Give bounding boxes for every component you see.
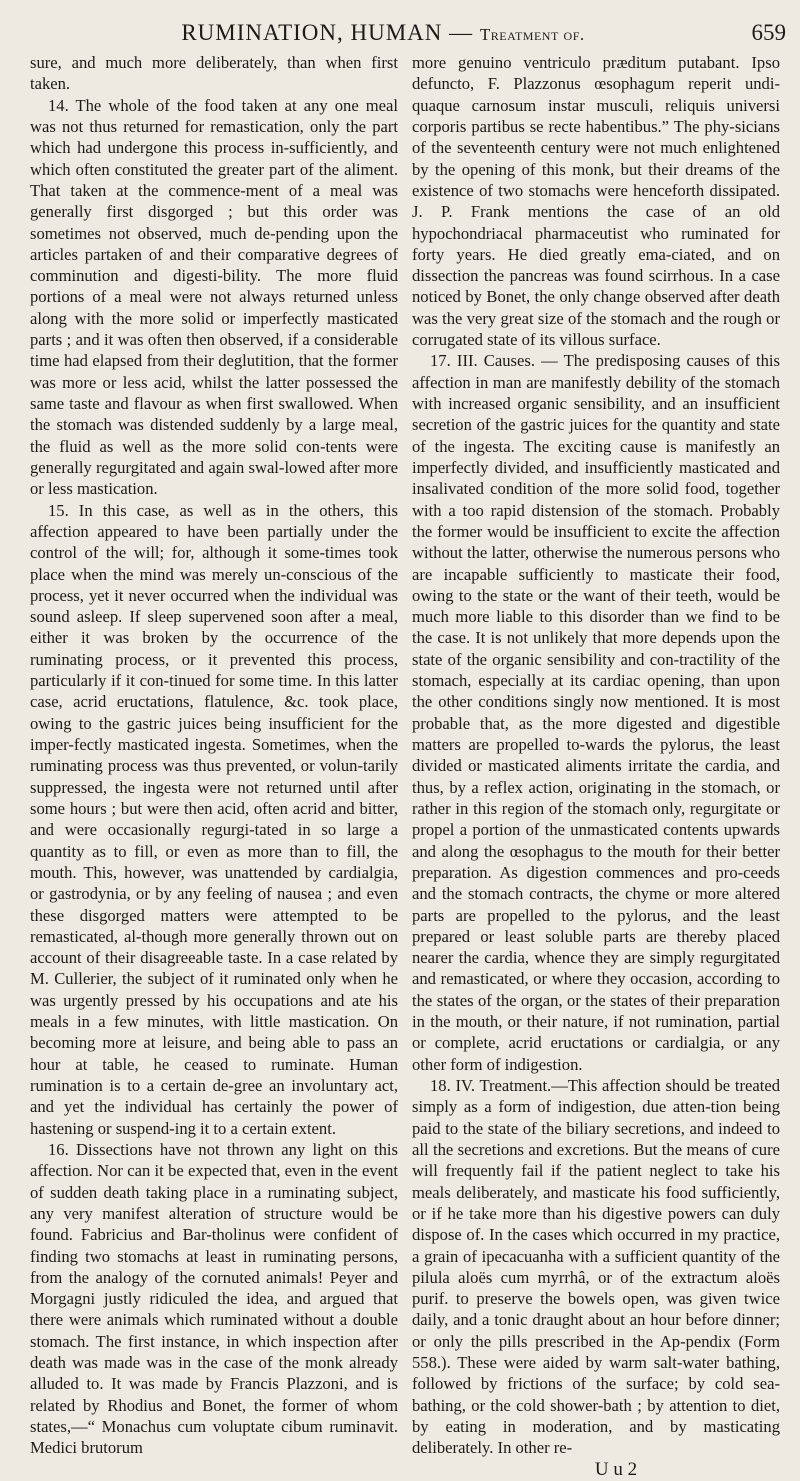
right-column (412, 52, 780, 1480)
paragraph-17-causes: 17. III. Causes. — The predisposing causes of this affection in man are manifestly debility of the stomach with increased organic sensibility, and an insufficient secretion of the gastric juices for the quantity and state of the ingesta. The exciting cause is manifestly an imperfectly divided, and insufficiently masticated and insalivated condition of the more solid food, together with a too rapid distension of the stomach. Probably the former would be insufficient to excite the affection without the latter, otherwise the numerous persons who are incapable sufficiently to masticate their food, owing to the state or the want of their teeth, would be much more liable to this disorder than we find to be the case. It is not unlikely that more depends upon the state of the organic sensibility and con-tractility of the stomach, especially at its cardiac opening, than upon the other conditions singly now mentioned. It is most probable that, as the more digested and digestible matters are propelled to-wards the pylorus, the least divided or masticated aliments irritate the cardia, and thus, by a reflex action, originating in the stomach, or rather in this region of the stomach only, regurgitate or propel a portion of the unmasticated contents upwards and along the œsophagus to the mouth for their better preparation. As digestion commences and pro-ceeds and the stomach contracts, the chyme or more altered parts are propelled to the pylorus, and the least prepared or least soluble parts are thereby placed nearer the cardia, whence they are simply regurgitated and remasticated, or where they occasion, according to the states of the organ, or the states of their preparation in the mouth, or their nature, if not rumination, partial or complete, acrid eructations or cardialgia, or any other form of indigestion. (412, 351, 780, 1074)
running-title-subtitle: Treatment of. (479, 25, 585, 44)
paragraph-14: 14. The whole of the food taken at any one meal was not thus returned for remastication, only the part which had undergone this process in-sufficiently, and which often constituted the greater part of the aliment. That taken at the commence-ment of a meal was generally first disgorged ; but this order was sometimes not observed, much de-pending upon the articles partaken of and their comparative degrees of comminution and digesti-bility. The more fluid portions of a meal were not always returned unless along with the more solid or imperfectly masticated parts ; and it was often then observed, if a considerable time had elapsed from their deglutition, that the former was more or less acid, whilst the latter possessed the same taste and flavour as when first swallowed. When the stomach was distended suddenly by a large meal, the fluid as well as the more solid con-tents were generally regurgitated and again swal-lowed after more or less mastication. (30, 95, 398, 499)
left-column (30, 52, 398, 1458)
paragraph-18-treatment: 18. IV. Treatment.—This affection should be treated simply as a form of indigestion, due atten-tion being paid to the state of the biliary secretions, and indeed to all the secretions and excretions. But the means of cure will frequently fail if the patient neglect to take his meals deliberately, and masticate his food sufficiently, or if he take more than his digestive powers can duly dispose of. In the cases which occurred in my practice, a grain of ipecacuanha with a sufficient quantity of the pilula aloës cum myrrhâ, or of the extractum aloës purif. to preserve the bowels open, was given twice daily, and a tonic draught about an hour before dinner; or only the pills prescribed in the Ap-pendix (Form 558.). These were aided by warm salt-water bathing, followed by frictions of the surface; by cold sea-bathing, or the cold shower-bath ; by attention to diet, by eating in moderation, and by masticating deliberately. In other re- (412, 1076, 780, 1458)
running-title (40, 16, 726, 52)
running-head (40, 16, 786, 50)
paragraph-continued-quote: more genuino ventriculo præditum putabant. Ipso defuncto, F. Plazzonus œsophagum reperit undi-quaque carnosum instar musculi, reliquis universi corporis partibus se recte habentibus.” The phy-sicians of the seventeenth century were not much enlightened by the opening of this monk, but their dreams of the existence of two stomachs were henceforth dissipated. J. P. Frank mentions the case of an old hypochondriacal pharmaceutist who ruminated for forty years. He died greatly ema-ciated, and on dissection the pancreas was found scirrhous. In a case noticed by Bonet, the only change observed after death was the very great size of the stomach and the rough or corrugated state of its villous surface. (412, 53, 780, 350)
paragraph-16: 16. Dissections have not thrown any light on this affection. Nor can it be expected that, even in the event of sudden death taking place in a ruminating subject, any very manifest alteration of structure would be found. Fabricius and Bar-tholinus were confident of finding two stomachs at least in ruminating persons, from the analogy of the cornuted animals! Peyer and Morgagni justly ridiculed the idea, and argued that there were animals which ruminated without a double stomach. The first instance, in which inspection after death was made was in the case of the monk already alluded to. It was made by Francis Plazzoni, and is related by Rhodius and Bonet, the former of whom states,—“ Monachus cum voluptate cibum ruminavit. Medici brutorum (30, 1139, 398, 1458)
signature-mark: U u 2 (594, 1458, 638, 1480)
paragraph-15: 15. In this case, as well as in the others, this affection appeared to have been partially under the control of the will; for, although it some-times took place when the mind was merely un-conscious of the process, yet it never occurred when the individual was sound asleep. If sleep supervened soon after a meal, either it was broken by the occurrence of the ruminating process, or it prevented this process, particularly if it con-tinued for some time. In this latter case, acrid eructations, flatulence, &c. took place, owing to the gastric juices being insufficient for the imper-fectly masticated ingesta. Sometimes, when the ruminating process was thus prevented, or volun-tarily suppressed, the ingesta were not returned until after some hours ; but were then acid, often acrid and bitter, and were occasionally regurgi-tated in so large a quantity as to fill, or even as more than to fill, the mouth. This, however, was unattended by cardialgia, or gastrodynia, or by any feeling of nausea ; and even these disgorged matters were attempted to be remasticated, al-though more generally thrown out on account of their disagreeable taste. In a case related by M. Cullerier, the subject of it ruminated only when he was urgently pressed by his occupations and ate his meals in a few minutes, with little mastication. On becoming more at leisure, and being able to pass an hour at table, he ceased to ruminate. Human rumination is to a certain de-gree an involuntary act, and yet the individual has certainly the power of hastening or suspend-ing it to a certain extent. (30, 500, 398, 1138)
two-column-body (30, 52, 780, 1480)
paragraph-continued: sure, and much more deliberately, than when first taken. (30, 53, 398, 94)
running-title-main: RUMINATION, HUMAN — (181, 20, 474, 45)
page-number: 659 (751, 20, 786, 45)
